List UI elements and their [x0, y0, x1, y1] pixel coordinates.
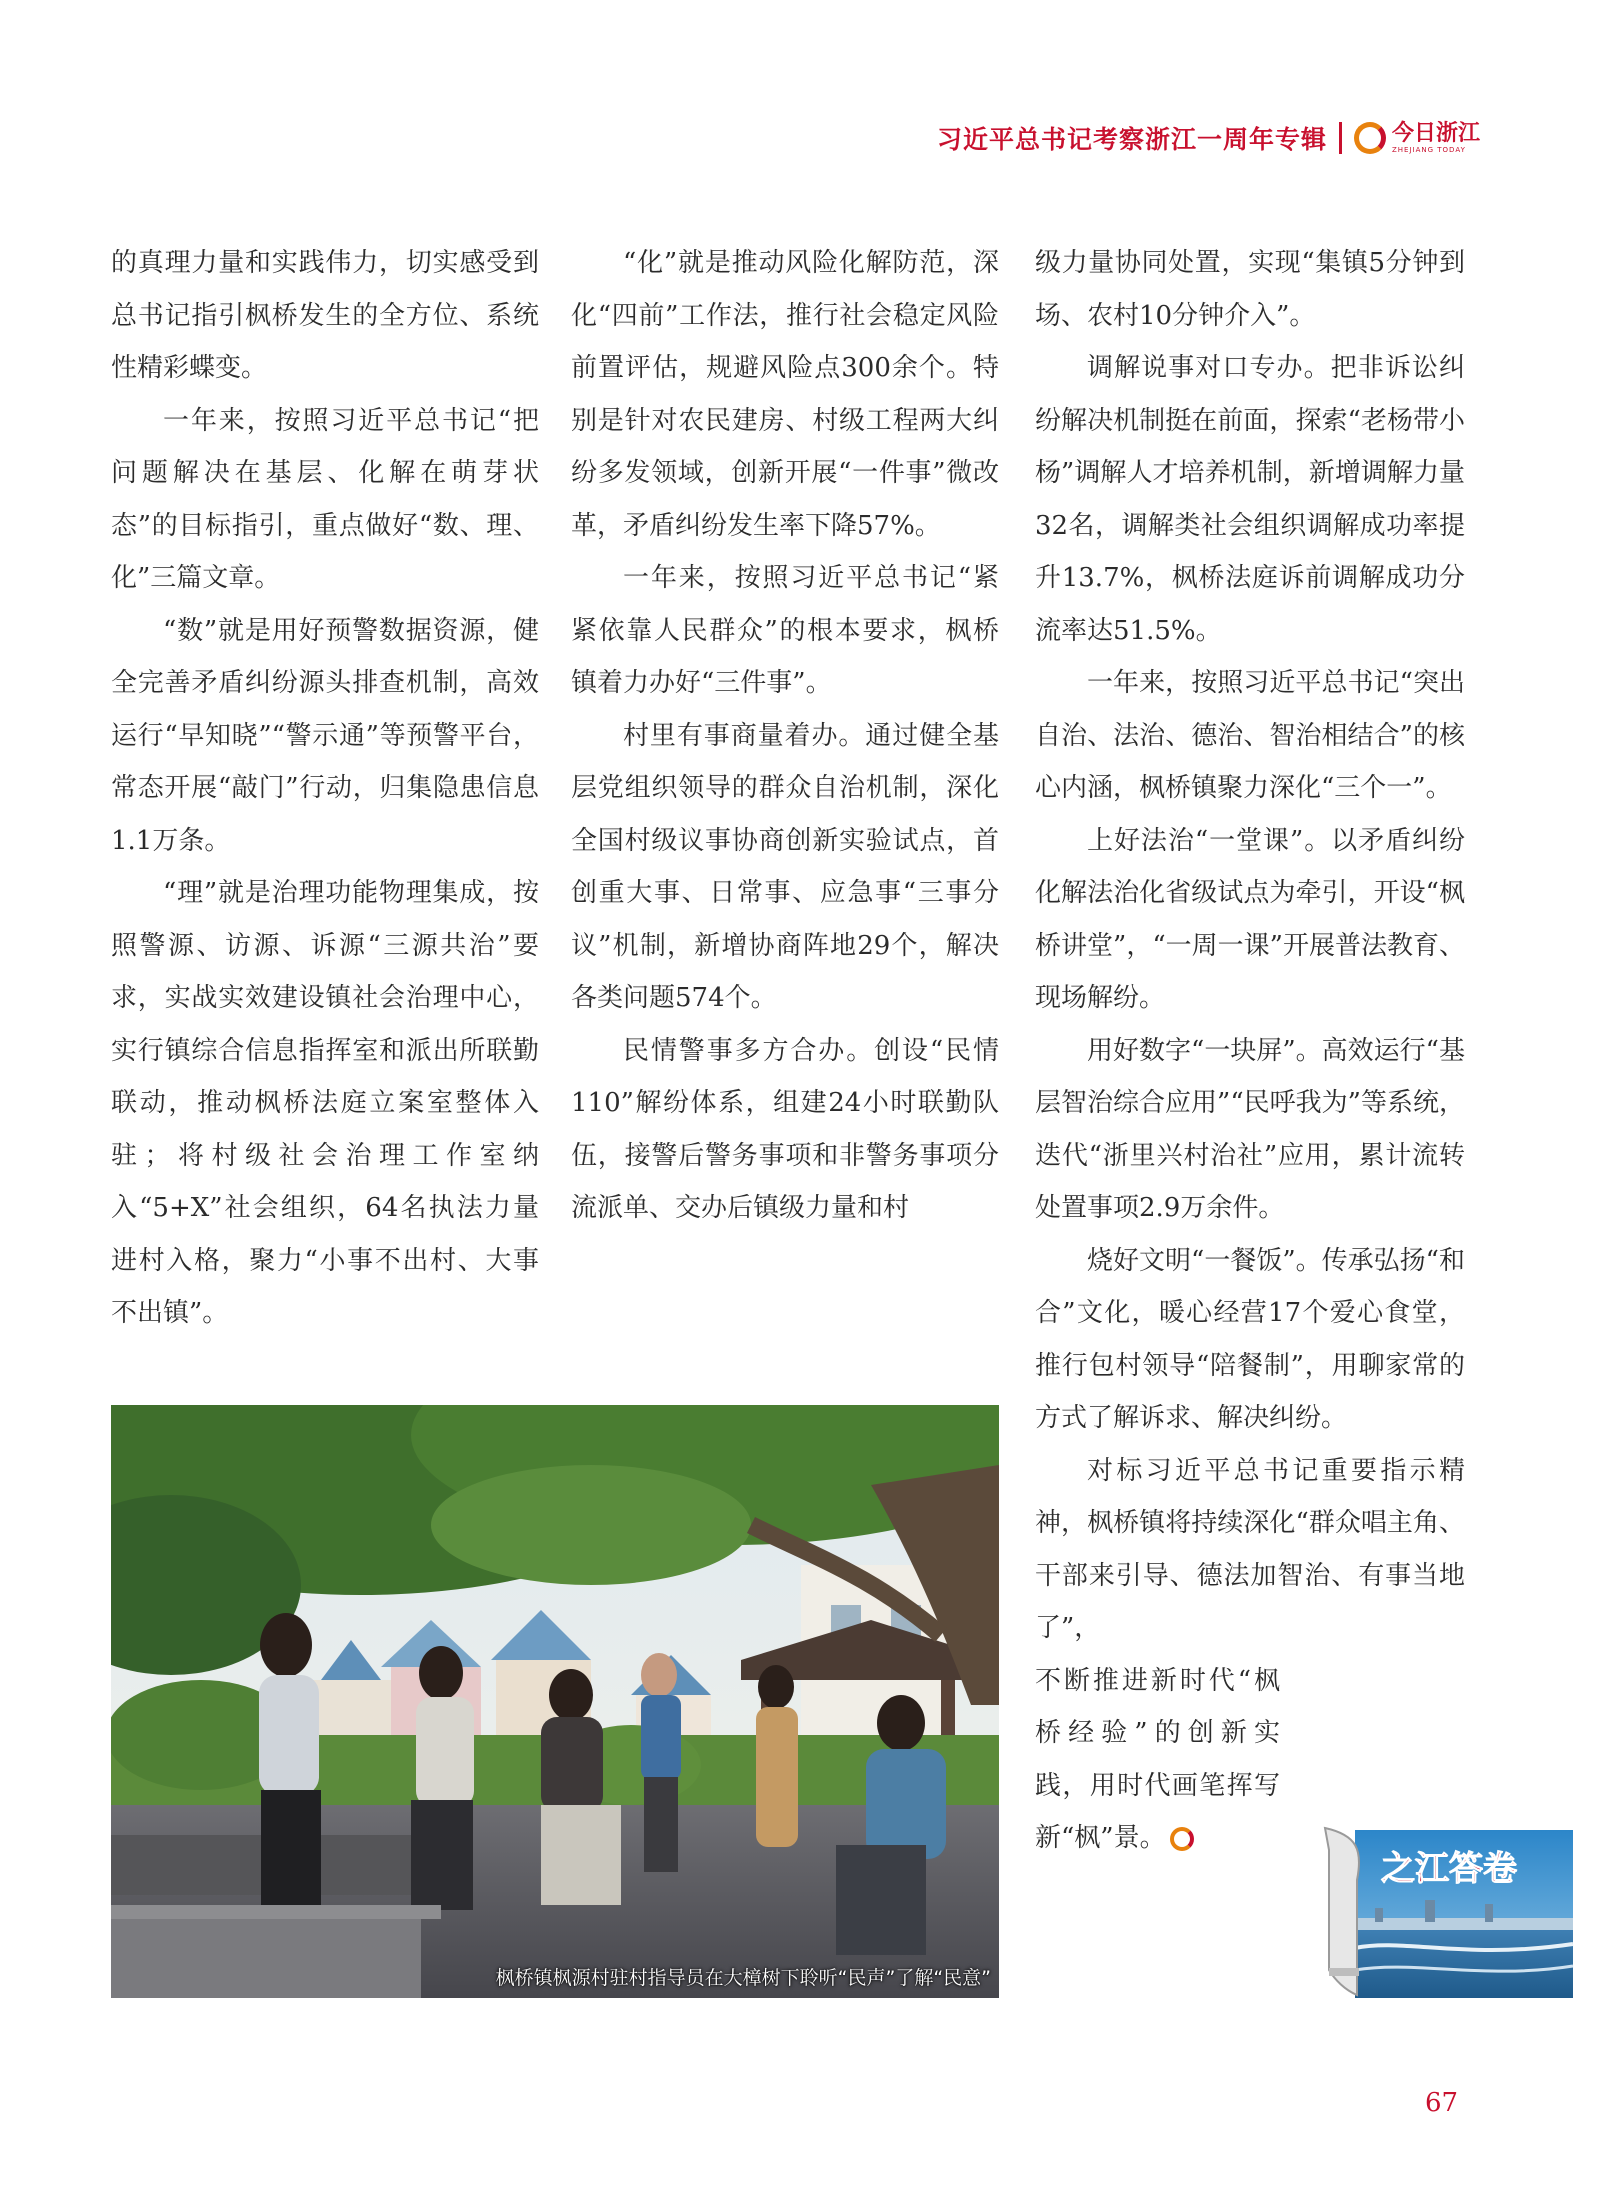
paragraph: 一年来，按照习近平总书记“紧紧依靠人民群众”的根本要求，枫桥镇着力办好“三件事”。 — [571, 563, 999, 698]
paragraph: 的真理力量和实践伟力，切实感受到总书记指引枫桥发生的全方位、系统性精彩蝶变。 — [111, 248, 539, 383]
paragraph: 上好法治“一堂课”。以矛盾纠纷化解法治化省级试点为牵引，开设“枫桥讲堂”，“一周一课”开展普法教育、现场解纷。 — [1035, 825, 1465, 1013]
badge-graphic — [1315, 1820, 1575, 2005]
logo-swirl-icon — [1354, 122, 1386, 154]
text-column-3 — [1035, 237, 1465, 1865]
logo-english: ZHEJIANG TODAY — [1391, 145, 1466, 154]
paragraph: “化”就是推动风险化解防范，深化“四前”工作法，推行社会稳定风险前置评估，规避风险点300余个。特别是针对农民建房、村级工程两大纠纷多发领域，创新开展“一件事”微改革，矛盾纠纷发生率下降57%。 — [571, 248, 999, 541]
paragraph: 用好数字“一块屏”。高效运行“基层智治综合应用”“民呼我为”等系统，迭代“浙里兴村治社”应用，累计流转处置事项2.9万余件。 — [1035, 1035, 1465, 1223]
village-photo — [111, 1405, 999, 1998]
photo-caption: 枫桥镇枫源村驻村指导员在大樟树下聆听“民声”了解“民意” — [495, 1967, 991, 1989]
badge-text: 之江答卷 — [1381, 1849, 1517, 1889]
paragraph: 一年来，按照习近平总书记“突出自治、法治、德治、智治相结合”的核心内涵，枫桥镇聚力深化“三个一”。 — [1035, 668, 1465, 803]
paragraph: 调解说事对口专办。把非诉讼纠纷解决机制挺在前面，探索“老杨带小杨”调解人才培养机制，新增调解力量32名，调解类社会组织调解成功率提升13.7%，枫桥法庭诉前调解成功分流率达51.5%。 — [1035, 353, 1465, 646]
paragraph: 对标习近平总书记重要指示精神，枫桥镇将持续深化“群众唱主角、干部来引导、德法加智治、有事当地了”， — [1035, 1455, 1465, 1643]
header-divider — [1339, 122, 1342, 154]
paragraph: 民情警事多方合办。创设“民情110”解纷体系，组建24小时联勤队伍，接警后警务事项和非警务事项分流派单、交办后镇级力量和村 — [571, 1035, 999, 1223]
paragraph: 一年来，按照习近平总书记“把问题解决在基层、化解在萌芽状态”的目标指引，重点做好“数、理、化”三篇文章。 — [111, 405, 539, 593]
paragraph: 级力量协同处置，实现“集镇5分钟到场、农村10分钟介入”。 — [1035, 248, 1465, 331]
paragraph: “理”就是治理功能物理集成，按照警源、访源、诉源“三源共治”要求，实战实效建设镇社会治理中心，实行镇综合信息指挥室和派出所联勤联动，推动枫桥法庭立案室整体入驻；将村级社会治理工作室纳入“5+X”社会组织，64名执法力量进村入格，聚力“小事不出村、大事不出镇”。 — [111, 878, 539, 1328]
page-header — [937, 118, 1480, 158]
end-mark-icon — [1170, 1827, 1194, 1851]
zhijiang-answer-badge — [1315, 1820, 1575, 2005]
logo-chinese: 今日浙江 — [1391, 120, 1480, 146]
text-column-1 — [111, 237, 539, 1340]
section-title: 习近平总书记考察浙江一周年专辑 — [936, 125, 1327, 154]
paragraph: 烧好文明“一餐饭”。传承弘扬“和合”文化，暖心经营17个爱心食堂，推行包村领导“陪餐制”，用聊家常的方式了解诉求、解决纠纷。 — [1035, 1245, 1465, 1433]
closing-text: 不断推进新时代“枫桥经验”的创新实践，用时代画笔挥写新“枫”景。 — [1035, 1665, 1280, 1853]
page-number: 67 — [1425, 2088, 1459, 2118]
paragraph: “数”就是用好预警数据资源，健全完善矛盾纠纷源头排查机制，高效运行“早知晓”“警示通”等预警平台，常态开展“敲门”行动，归集隐患信息1.1万条。 — [111, 615, 539, 856]
magazine-logo — [1354, 122, 1480, 154]
closing-paragraph — [1035, 1655, 1280, 1865]
text-column-2 — [571, 237, 999, 1235]
photo-illustration — [111, 1405, 999, 1998]
paragraph: 村里有事商量着办。通过健全基层党组织领导的群众自治机制，深化全国村级议事协商创新实验试点，首创重大事、日常事、应急事“三事分议”机制，新增协商阵地29个，解决各类问题574个。 — [571, 720, 999, 1013]
